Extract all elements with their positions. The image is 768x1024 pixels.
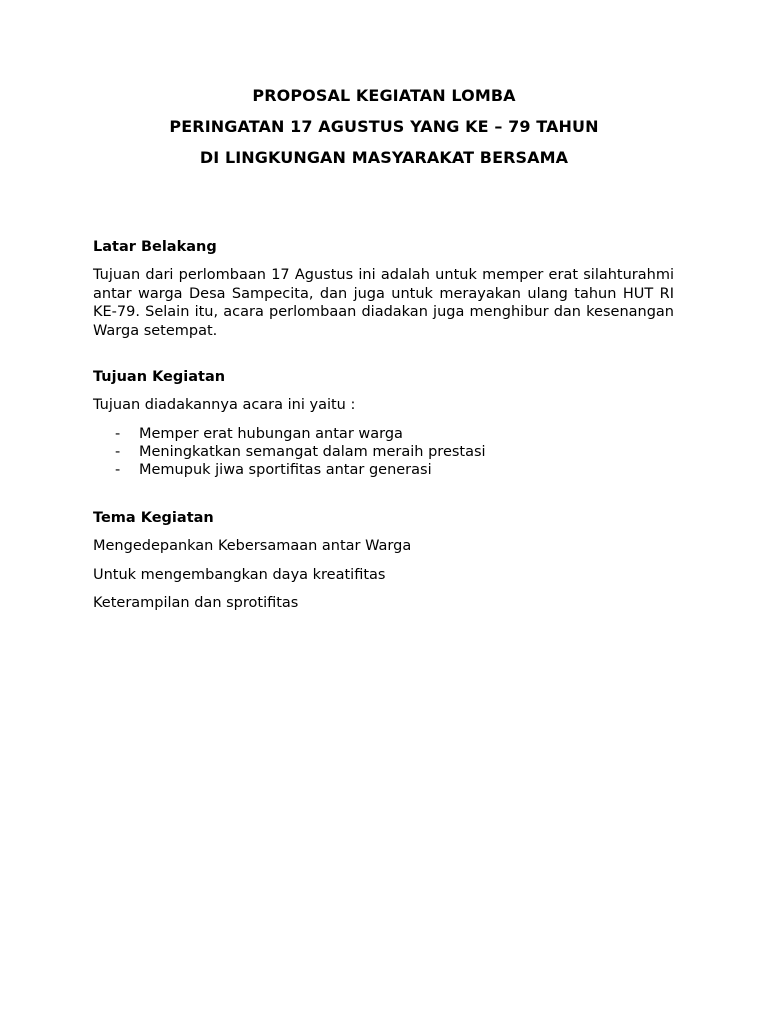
list-item-text: Memupuk jiwa sportifitas antar generasi [139, 461, 432, 478]
section-heading-tujuan-kegiatan: Tujuan Kegiatan [93, 369, 226, 385]
list-item [93, 461, 674, 479]
list-item-text: Memper erat hubungan antar warga [139, 425, 403, 442]
document-body [93, 238, 674, 613]
list-item-text: Meningkatkan semangat dalam meraih prestasi [139, 443, 486, 460]
bullet-dash: - [115, 461, 121, 478]
section-tema-kegiatan [93, 509, 674, 613]
title-line-2: PERINGATAN 17 AGUSTUS YANG KE – 79 TAHUN [169, 117, 599, 136]
list-item [93, 443, 674, 461]
latar-belakang-paragraph: Tujuan dari perlombaan 17 Agustus ini adalah untuk memper erat silahturahmi antar warga Desa Sampecita, dan juga untuk merayakan ulang tahun HUT RI KE-79. Selain itu, acara perlombaan diadakan juga menghibur dan kesenangan Warga setempat. [93, 267, 674, 339]
tujuan-kegiatan-list [93, 425, 674, 480]
title-line-3: DI LINGKUNGAN MASYARAKAT BERSAMA [199, 148, 569, 167]
title-line-1: PROPOSAL KEGIATAN LOMBA [252, 86, 516, 105]
list-item [93, 425, 674, 443]
section-heading-tema-kegiatan: Tema Kegiatan [93, 510, 214, 527]
section-latar-belakang [93, 238, 674, 340]
section-tujuan-kegiatan [93, 368, 674, 479]
tema-kegiatan-line-2: Untuk mengembangkan daya kreatifitas [93, 566, 386, 583]
document-title [0, 86, 768, 179]
section-heading-latar-belakang: Latar Belakang [93, 239, 217, 255]
tujuan-kegiatan-intro: Tujuan diadakannya acara ini yaitu : [93, 397, 356, 413]
tema-kegiatan-line-3: Keterampilan dan sprotifitas [93, 595, 299, 612]
bullet-dash: - [115, 425, 121, 442]
bullet-dash: - [115, 443, 121, 460]
tema-kegiatan-line-1: Mengedepankan Kebersamaan antar Warga [93, 538, 412, 555]
